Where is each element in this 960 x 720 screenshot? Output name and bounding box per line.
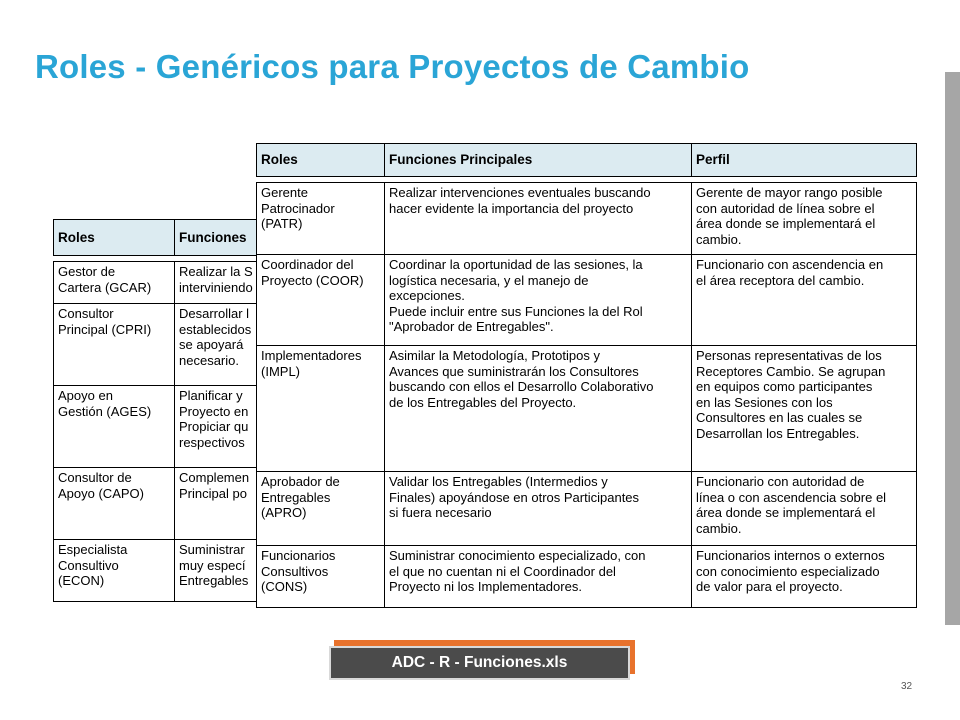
front-cell-function: Coordinar la oportunidad de las sesiones, la logística necesaria, y el manejo de excepciones. Puede incluir entre sus Funciones la del Rol "Aprobador de Entregables". (385, 255, 692, 346)
front-cell-role: Gerente Patrocinador (PATR) (257, 183, 385, 255)
back-table (53, 219, 256, 602)
back-cell-function: Desarrollar l establecidos se apoyará necesario. (175, 304, 257, 386)
back-cell-role: Gestor de Cartera (GCAR) (54, 262, 175, 304)
front-cell-profile: Funcionarios internos o externos con conocimiento especializado de valor para el proyecto. (692, 546, 917, 608)
back-cell-function: Planificar y Proyecto en Propiciar qu respectivos (175, 386, 257, 468)
back-cell-role: Consultor de Apoyo (CAPO) (54, 468, 175, 540)
front-header-funciones: Funciones Principales (385, 144, 692, 177)
front-cell-function: Realizar intervenciones eventuales buscando hacer evidente la importancia del proyecto (385, 183, 692, 255)
back-cell-role: Especialista Consultivo (ECON) (54, 540, 175, 602)
front-cell-profile: Funcionario con autoridad de línea o con ascendencia sobre el área donde se implementará el cambio. (692, 472, 917, 546)
file-link-button-wrap[interactable] (329, 640, 635, 680)
front-cell-role: Coordinador del Proyecto (COOR) (257, 255, 385, 346)
back-cell-function: Suministrar muy especí Entregables (175, 540, 257, 602)
page-number: 32 (901, 681, 913, 692)
front-cell-role: Implementadores (IMPL) (257, 346, 385, 472)
back-cell-function: Realizar la S interviniendo (175, 262, 257, 304)
front-header-roles: Roles (257, 144, 385, 177)
back-cell-role: Apoyo en Gestión (AGES) (54, 386, 175, 468)
front-cell-profile: Funcionario con ascendencia en el área receptora del cambio. (692, 255, 917, 346)
front-cell-function: Validar los Entregables (Intermedios y Finales) apoyándose en otros Participantes si fuera necesario (385, 472, 692, 546)
back-header-roles: Roles (54, 220, 175, 256)
back-table-clip (53, 219, 256, 609)
back-cell-function: Complemen Principal po (175, 468, 257, 540)
front-cell-function: Asimilar la Metodología, Prototipos y Avances que suministrarán los Consultores buscando con ellos el Desarrollo Colaborativo de los Entregables del Proyecto. (385, 346, 692, 472)
side-decoration-bar (945, 72, 960, 625)
back-header-funciones: Funciones (175, 220, 257, 256)
front-cell-function: Suministrar conocimiento especializado, con el que no cuentan ni el Coordinador del Proyecto ni los Implementadores. (385, 546, 692, 608)
front-table (256, 143, 917, 608)
front-cell-profile: Personas representativas de los Receptores Cambio. Se agrupan en equipos como participantes en las Sesiones con los Consultores en las cuales se Desarrollan los Entregables. (692, 346, 917, 472)
front-cell-profile: Gerente de mayor rango posible con autoridad de línea sobre el área donde se implementará el cambio. (692, 183, 917, 255)
front-cell-role: Funcionarios Consultivos (CONS) (257, 546, 385, 608)
slide-title: Roles - Genéricos para Proyectos de Cambio (35, 48, 750, 85)
front-cell-role: Aprobador de Entregables (APRO) (257, 472, 385, 546)
back-cell-role: Consultor Principal (CPRI) (54, 304, 175, 386)
front-header-perfil: Perfil (692, 144, 917, 177)
file-link-button[interactable]: ADC - R - Funciones.xls (329, 646, 630, 680)
